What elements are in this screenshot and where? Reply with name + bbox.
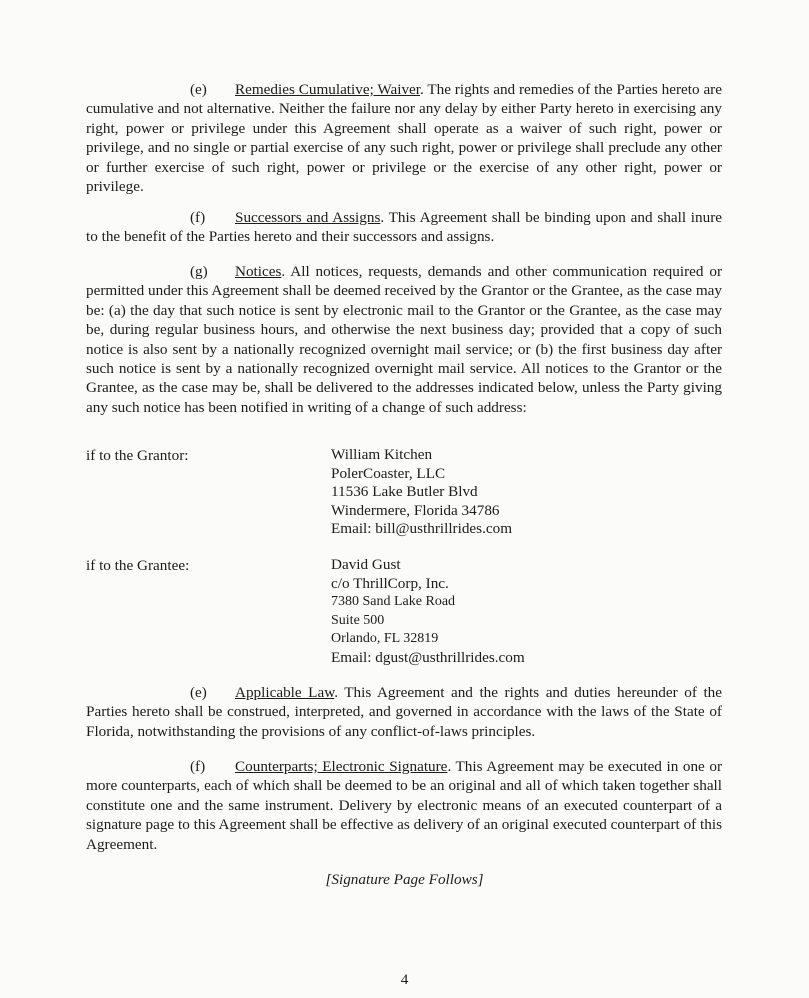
section-heading: Notices [235, 263, 282, 280]
section-heading: Counterparts; Electronic Signature [235, 758, 448, 775]
grantee-company: c/o ThrillCorp, Inc. [331, 574, 449, 592]
grantee-street: 7380 Sand Lake Road [331, 594, 456, 609]
section-body: . All notices, requests, demands and other communication required or permitted under this Agreement shall be deemed received by the Grantor or the Grantee, as the case may be: (a) the day that such notice is sent by electronic mail to the Grantor or the Grantee, as the case may be, during regular business hours, and otherwise the next business day; provided that a copy of such notice is also sent by a nationally recognized overnight mail service; or (b) the first business day after such notice is sent by a nationally recognized overnight mail service. All notices to the Grantor or the Grantee, as the case may be, shall be delivered to the addresses indicated below, unless the Party giving any such notice has been notified in writing of a change of such address: [86, 263, 722, 416]
section-counterparts [86, 757, 722, 854]
section-remedies [86, 80, 722, 196]
page-number: 4 [400, 971, 409, 988]
section-applicable-law [86, 683, 722, 741]
section-marker: (e) [190, 81, 207, 98]
section-notices [86, 262, 722, 417]
grantor-label: if to the Grantor: [86, 447, 189, 464]
section-heading: Successors and Assigns [235, 209, 381, 226]
grantor-city: Windermere, Florida 34786 [331, 501, 500, 519]
grantor-address [331, 446, 512, 539]
section-body: . This Agreement may be executed in one or more counterparts, each of which shall be deemed to be an original and all of which taken together shall constitute one and the same instrument. Delivery by electronic means of an executed counterpart of a signature page to this Agreement shall be effective as delivery of an original executed counterpart of this Agreement. [86, 758, 723, 853]
grantor-name: William Kitchen [331, 446, 433, 463]
section-body: . This Agreement and the rights and duties hereunder of the Parties hereto shall be construed, interpreted, and governed in accordance with the laws of the State of Florida, notwithstanding the provisions of any conflict-of-laws principles. [86, 684, 722, 740]
grantee-name: David Gust [331, 556, 401, 573]
grantee-suite: Suite 500 [331, 612, 385, 628]
section-heading: Remedies Cumulative; Waiver [235, 81, 420, 98]
section-successors [86, 208, 722, 247]
section-heading: Applicable Law [235, 684, 335, 701]
section-marker: (f) [190, 209, 206, 226]
grantee-address [331, 556, 525, 667]
section-marker: (g) [190, 263, 208, 280]
section-marker: (e) [190, 684, 207, 701]
section-body: . This Agreement shall be binding upon and shall inure to the benefit of the Parties hereto and their successors and assigns. [86, 209, 723, 246]
grantor-street: 11536 Lake Butler Blvd [331, 483, 478, 500]
section-body: . The rights and remedies of the Parties hereto are cumulative and not alternative. Neither the failure nor any delay by either Party hereto in exercising any right, power or privilege under this Agreement shall operate as a waiver of such right, power or privilege, and no single or partial exercise of any such right, power or privilege shall preclude any other or further exercise of such right, power or privilege or the exercise of any other right, power or privilege. [86, 81, 722, 196]
signature-page-note: [Signature Page Follows] [325, 871, 484, 888]
grantee-email: Email: dgust@usthrillrides.com [331, 648, 525, 666]
grantor-company: PolerCoaster, LLC [331, 464, 446, 482]
grantee-label: if to the Grantee: [86, 557, 190, 574]
section-marker: (f) [190, 758, 206, 775]
grantor-email: Email: bill@usthrillrides.com [331, 520, 513, 537]
grantee-city: Orlando, FL 32819 [331, 631, 439, 646]
